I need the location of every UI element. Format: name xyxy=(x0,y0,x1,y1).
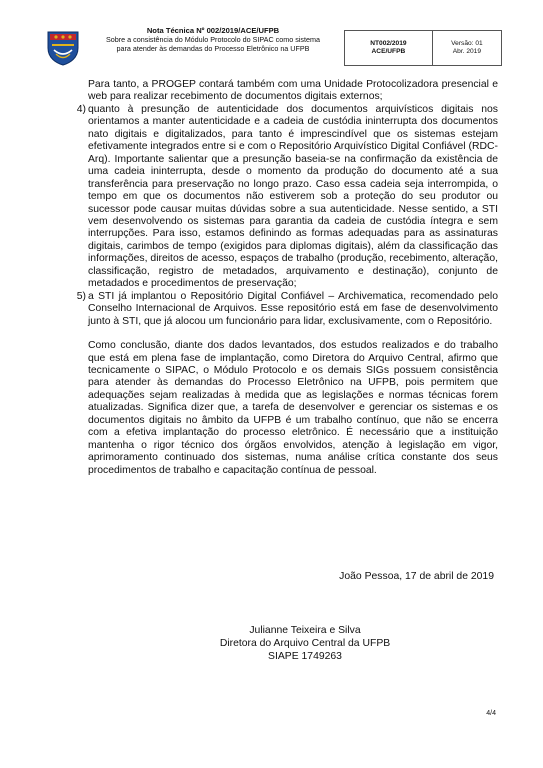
document-header xyxy=(44,26,500,68)
signer-role: Diretora do Arquivo Central da UFPB xyxy=(219,638,391,649)
signer-siape: SIAPE 1749263 xyxy=(268,651,342,662)
conclusion-paragraph: Como conclusão, diante dos dados levantados, dos estudos realizados e do trabalho que está em plena fase de implantação, como Diretora do Arquivo Central, afirmo que tecnicamente o SIPAC, o Módulo Protocolo e os demais SIGs possuem consistência para atender às demandas do Processo Eletrônico na UFPB, pois permitem que adequações sejam realizadas à medida que as legislações e normas técnicas forem atualizadas. Significa dizer que, a tarefa de desenvolver e gerenciar os sistemas e os documentos digitais no âmbito da UFPB é um trabalho contínuo, que não se encerra com a efetiva implantação do processo eletrônico. É necessário que a instituição mantenha o rigor técnico dos órgãos envolvidos, atenção à legislação em vigor, aprimoramento continuado dos sistemas, numa análise crítica constante dos seus procedimentos de trabalho e capacitação contínua de pessoal. xyxy=(88,340,498,476)
document-body xyxy=(76,79,498,477)
list-item-5 xyxy=(76,290,498,328)
version-cell xyxy=(433,31,501,65)
page-number: 4/4 xyxy=(486,710,496,717)
place-and-date: João Pessoa, 17 de abril de 2019 xyxy=(339,571,494,582)
document-code-line-1: NT002/2019 xyxy=(370,39,407,47)
version-label: Versão: 01 xyxy=(451,39,483,47)
document-title: Nota Técnica Nº 002/2019/ACE/UFPB xyxy=(146,26,280,35)
document-control-box xyxy=(344,30,502,66)
document-code-cell xyxy=(345,31,433,65)
list-item-number: 5) xyxy=(76,290,86,302)
list-item-text: quanto à presunção de autenticidade dos documentos arquivísticos digitais nos orientamos a manter autenticidade e a cadeia de custódia ininterrupta dos documentos nato digitais e digitalizados, para tanto é imprescindível que os sistemas estejam efetivamente integrados entre si e com o Repositório Arquivístico Digital Confiável (RDC-Arq). Importante salientar que a presunção baseia-se na confirmação da existência de uma cadeia ininterrupta, desde o momento da produção do documento até a sua transferência para preservação no longo prazo. Caso essa cadeia seja interrompida, o tempo em que os documentos não estiverem sob a proteção do seu produtor ou sucessor pode causar muitas dúvidas sobre a sua autenticidade. Nesse sentido, a STI vem desenvolvendo os sistemas para garantia da cadeia de custódia íntegra e sem interrupções. Para isso, estamos definindo as formas adequadas para as assinaturas digitais, carimbos de tempo (exigidos para diplomas digitais), além da classificação das informações, direitos de acesso, espaços de trabalho (produção, recebimento, alteração, classificação, registro de metadados, arquivamento e destinação), conjunto de metadados e procedimentos de preservação; xyxy=(88,103,498,290)
version-date: Abr. 2019 xyxy=(452,48,482,55)
document-code-line-2: ACE/UFPB xyxy=(371,48,406,55)
signer-name: Julianne Teixeira e Silva xyxy=(249,625,361,636)
header-title-block xyxy=(88,26,338,68)
signature-block xyxy=(190,624,420,663)
list-item-number: 4) xyxy=(76,103,86,115)
document-subtitle-line-1: Sobre a consistência do Módulo Protocolo do SIPAC como sistema xyxy=(105,35,320,44)
list-item-4 xyxy=(76,103,498,291)
document-subtitle-line-2: para atender às demandas do Processo Eletrônico na UFPB xyxy=(116,44,310,53)
intro-paragraph: Para tanto, a PROGEP contará também com uma Unidade Protocolizadora presencial e web para realizar recebimento de documentos digitais externos; xyxy=(88,79,498,103)
ufpb-logo-icon xyxy=(44,28,82,66)
list-item-text: a STI já implantou o Repositório Digital Confiável – Archivematica, recomendado pelo Conselho Internacional de Arquivos. Esse repositório está em fase de desenvolvimento junto à STI, que já alocou um funcionário para lidar, exclusivamente, com o Repositório. xyxy=(88,290,498,327)
